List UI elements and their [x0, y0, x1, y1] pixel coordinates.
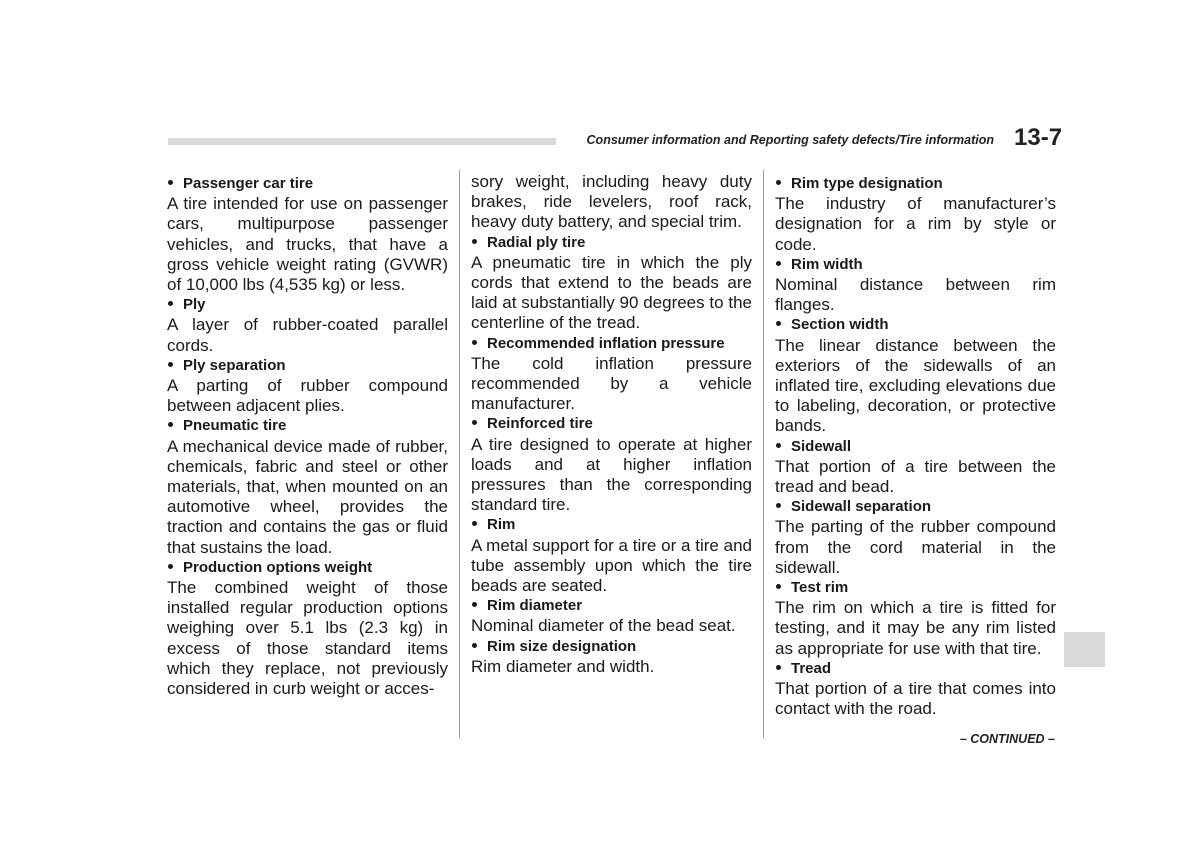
glossary-entry — [775, 255, 1056, 316]
entry-term: Rim type designation — [791, 175, 943, 192]
column-divider — [763, 170, 764, 738]
glossary-entry — [471, 596, 752, 636]
bullet-icon — [168, 564, 173, 569]
bullet-icon — [776, 180, 781, 185]
glossary-entry — [167, 356, 448, 417]
glossary-entry — [775, 659, 1056, 720]
bullet-icon — [168, 422, 173, 427]
entry-term: Tread — [791, 659, 832, 677]
entry-definition: The rim on which a tire is fitted for testing, and it may be any rim listed as appropriate for use with that tire. — [775, 598, 1056, 658]
entry-term: Pneumatic tire — [183, 417, 287, 435]
entry-definition: Nominal distance between rim flanges. — [775, 275, 1056, 315]
column-2 — [471, 172, 752, 677]
bullet-icon — [168, 180, 173, 185]
bullet-icon — [472, 643, 477, 648]
glossary-entry — [167, 174, 448, 295]
glossary-entry — [471, 414, 752, 515]
glossary-entry — [471, 334, 752, 415]
section-title: Consumer information and Reporting safety defects/Tire information — [586, 133, 994, 147]
continued-label: – CONTINUED – — [959, 732, 1055, 746]
entry-definition: A layer of rubber-coated parallel cords. — [167, 315, 448, 355]
entry-definition: Rim diameter and width. — [471, 656, 655, 676]
entry-definition: That portion of a tire between the tread and bead. — [775, 456, 1056, 497]
entry-term: Rim size designation — [487, 637, 637, 655]
bullet-icon — [168, 362, 173, 367]
glossary-entry — [167, 416, 448, 557]
bullet-icon — [776, 503, 781, 508]
entry-term: Rim diameter — [487, 597, 583, 615]
page-number: 13-7 — [1014, 124, 1063, 151]
entry-term: Section width — [791, 316, 889, 334]
glossary-entry — [167, 558, 448, 699]
bullet-icon — [776, 321, 781, 326]
entry-term: Recommended inflation pressure — [487, 334, 725, 352]
chapter-tab — [1064, 632, 1105, 667]
entry-term: Rim width — [791, 255, 863, 273]
entry-term: Passenger car tire — [183, 175, 314, 192]
bullet-icon — [472, 340, 477, 345]
entry-term: Sidewall — [791, 437, 852, 455]
entry-term: Sidewall separation — [791, 498, 932, 516]
entry-term: Ply separation — [183, 356, 286, 374]
glossary-entry — [775, 174, 1056, 255]
glossary-entry — [775, 578, 1056, 659]
entry-definition: Nominal diameter of the bead seat. — [471, 616, 736, 636]
entry-definition: A mechanical device made of rubber, chemicals, fabric and steel or other materials, that, when mounted on an automotive wheel, provides the traction and contains the gas or fluid that sustains the load. — [167, 436, 448, 557]
bullet-icon — [472, 602, 477, 607]
entry-definition: The cold inflation pressure recommended by a vehicle manufacturer. — [471, 353, 752, 414]
column-divider — [459, 170, 460, 738]
entry-definition: A pneumatic tire in which the ply cords that extend to the beads are laid at substantially 90 degrees to the centerline of the tread. — [471, 252, 752, 333]
bullet-icon — [776, 443, 781, 448]
bullet-icon — [776, 261, 781, 266]
entry-definition: A tire designed to operate at higher loads and at higher inflation pressures than the corresponding standard tire. — [471, 434, 752, 515]
entry-term: Radial ply tire — [487, 233, 586, 251]
entry-term: Ply — [183, 296, 206, 314]
entry-definition: A parting of rubber compound between adjacent plies. — [167, 376, 448, 416]
entry-definition: The combined weight of those installed regular production options weighing over 5.1 lbs (2.3 kg) in excess of those standard items which they replace, not previously considered in curb weight or acces- — [167, 578, 448, 699]
glossary-entry — [775, 497, 1056, 578]
glossary-entry — [775, 437, 1056, 498]
bullet-icon — [472, 420, 477, 425]
continued-text: sory weight, including heavy duty brakes, ride levelers, roof rack, heavy duty battery, and special trim. — [471, 172, 752, 232]
glossary-entry — [775, 315, 1056, 436]
bullet-icon — [776, 665, 781, 670]
bullet-icon — [168, 301, 173, 306]
entry-term: Reinforced tire — [487, 415, 593, 433]
glossary-entry — [471, 515, 752, 596]
entry-term: Production options weight — [183, 558, 373, 576]
entry-term: Test rim — [791, 579, 849, 597]
entry-term: Rim — [487, 516, 516, 534]
header-rule — [168, 138, 556, 145]
column-3 — [775, 172, 1056, 719]
entry-definition: A tire intended for use on passenger cars, multipurpose passenger vehicles, and trucks, that have a gross vehicle weight rating (GVWR) of 10,000 lbs (4,535 kg) or less. — [167, 194, 448, 295]
entry-definition: The parting of the rubber compound from the cord material in the sidewall. — [775, 517, 1056, 577]
bullet-icon — [472, 239, 477, 244]
glossary-entry — [471, 233, 752, 334]
bullet-icon — [776, 584, 781, 589]
entry-definition: The industry of manufacturer’s designation for a rim by style or code. — [775, 194, 1056, 254]
glossary-entry — [167, 295, 448, 356]
column-1 — [167, 172, 448, 699]
entry-definition: A metal support for a tire or a tire and tube assembly upon which the tire beads are seated. — [471, 535, 752, 596]
entry-definition: That portion of a tire that comes into contact with the road. — [775, 679, 1056, 719]
bullet-icon — [472, 521, 477, 526]
entry-definition: The linear distance between the exteriors of the sidewalls of an inflated tire, excluding elevations due to labeling, decoration, or protective bands. — [775, 335, 1056, 436]
glossary-entry — [471, 637, 752, 677]
